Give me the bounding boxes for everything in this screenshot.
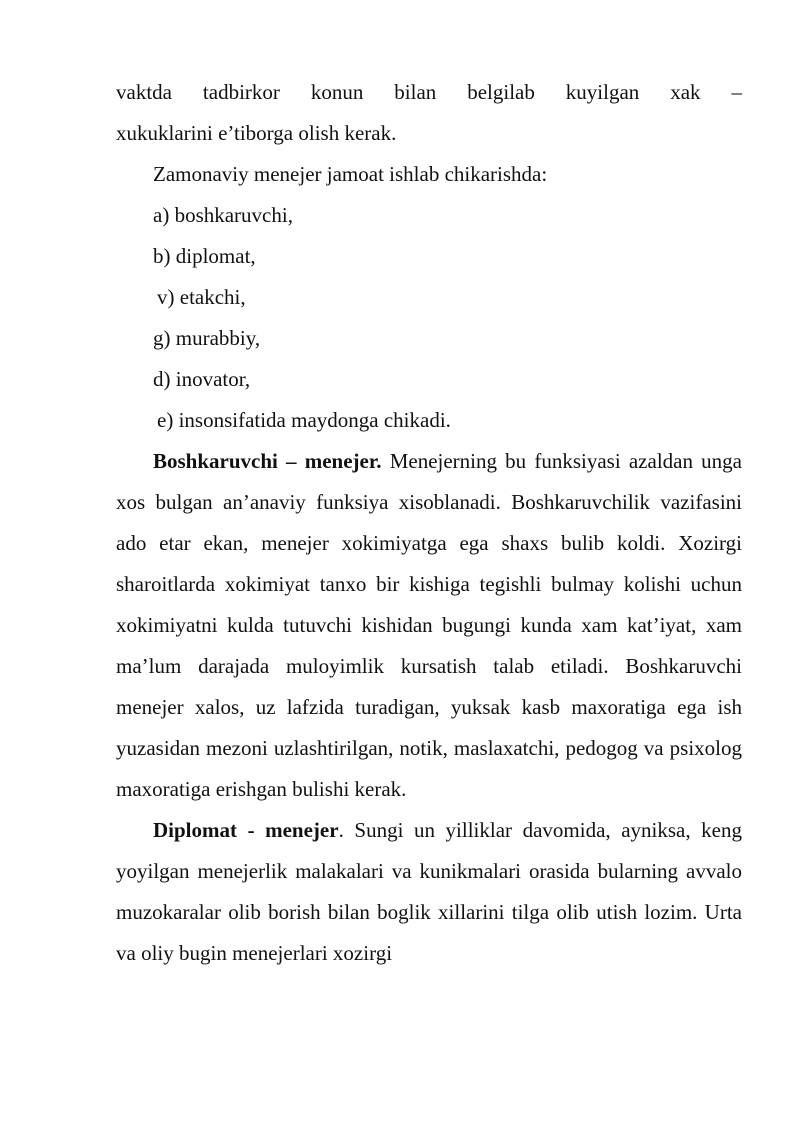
document-text bbox=[116, 72, 742, 974]
text-line: vaktda tadbirkor konun bilan belgilab kuyilgan xak – bbox=[116, 80, 742, 104]
section-diplomat bbox=[116, 810, 742, 974]
list-item: d) inovator, bbox=[153, 367, 251, 391]
text-line: xukuklarini e’tiborga olish kerak. bbox=[116, 121, 397, 145]
paragraph-continuation bbox=[116, 72, 742, 154]
list-item: a) boshkaruvchi, bbox=[153, 203, 293, 227]
section-heading: Boshkaruvchi – menejer. bbox=[153, 449, 382, 473]
section-body: Menejerning bu funksiyasi azaldan unga xos bulgan an’anaviy funksiya xisoblanadi. Boshkaruvchilik vazifasini ado etar ekan, menejer xokimiyatga ega shaxs bulib koldi. Xozirgi sharoitlarda xokimiyat tanxo bir kishiga tegishli bulmay kolishi uchun xokimiyatni kulda tutuvchi kishidan bugungi kunda xam kat’iyat, xam ma’lum darajada muloyimlik kursatish talab etiladi. Boshkaruvchi menejer xalos, uz lafzida turadigan, yuksak kasb maxoratiga ega ish yuzasidan mezoni uzlashtirilgan, notik, maslaxatchi, pedogog va psixolog maxoratiga erishgan bulishi kerak. bbox=[116, 449, 742, 801]
section-boshkaruvchi bbox=[116, 441, 742, 810]
list-intro: Zamonaviy menejer jamoat ishlab chikarishda: bbox=[153, 162, 548, 186]
section-heading: Diplomat - menejer bbox=[153, 818, 339, 842]
list-item: e) insonsifatida maydonga chikadi. bbox=[157, 408, 451, 432]
list-item: v) etakchi, bbox=[157, 285, 246, 309]
list-item: g) murabbiy, bbox=[153, 326, 261, 350]
list-item: b) diplomat, bbox=[153, 244, 256, 268]
section-body: . Sungi un yilliklar davomida, ayniksa, keng yoyilgan menejerlik malakalari va kunikmalari orasida bularning avvalo muzokaralar olib borish bilan boglik xillarini tilga olib utish lozim. Urta va oliy bugin menejerlari xozirgi bbox=[116, 818, 742, 965]
